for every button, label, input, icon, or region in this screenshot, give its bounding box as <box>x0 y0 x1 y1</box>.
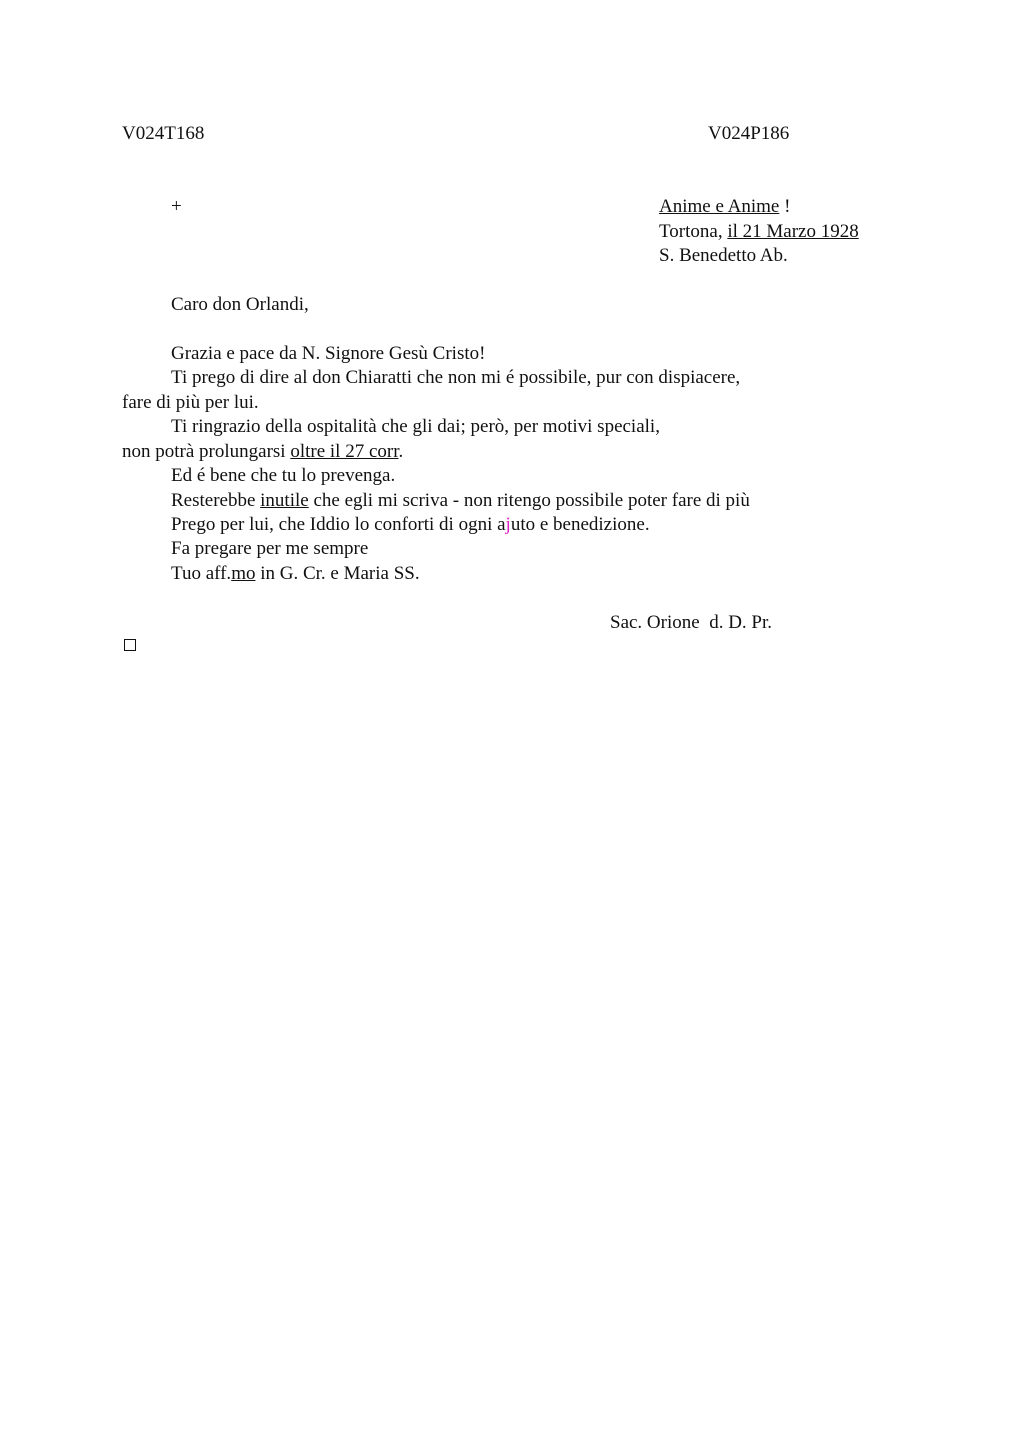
body-line-4: Ti ringrazio della ospitalità che gli dai; però, per motivi speciali, <box>171 416 660 437</box>
body-line-5 <box>122 440 403 464</box>
body-line-8-end: uto e benedizione. <box>510 514 650 535</box>
body-line-5-underlined: oltre il 27 corr <box>290 441 399 462</box>
cross-symbol: + <box>171 196 182 217</box>
body-line-8-highlight: j <box>505 514 511 535</box>
closing-underlined: mo <box>231 563 256 584</box>
place: Tortona, <box>659 221 728 242</box>
header-left-code: V024T168 <box>122 123 205 144</box>
signature: Sac. Orione d. D. Pr. <box>610 612 773 633</box>
motto-underlined: Anime e Anime <box>659 196 780 217</box>
body-line-7 <box>171 489 750 513</box>
body-line-3: fare di più per lui. <box>122 392 259 413</box>
body-line-8 <box>171 513 650 537</box>
closing-line <box>171 562 420 586</box>
feast-line: S. Benedetto Ab. <box>659 245 788 266</box>
motto-line <box>659 195 790 219</box>
salutation: Caro don Orlandi, <box>171 294 309 315</box>
motto-suffix: ! <box>779 196 791 217</box>
place-date-line <box>659 220 859 244</box>
date-underlined: il 21 Marzo 1928 <box>727 221 859 242</box>
body-line-5-end: . <box>398 441 404 462</box>
body-line-6: Ed é bene che tu lo prevenga. <box>171 465 396 486</box>
body-line-1: Grazia e pace da N. Signore Gesù Cristo! <box>171 343 486 364</box>
end-square-icon <box>124 639 136 651</box>
body-line-8-start: Prego per lui, che Iddio lo conforti di ogni a <box>171 514 506 535</box>
body-line-9: Fa pregare per me sempre <box>171 538 369 559</box>
body-line-7-end: che egli mi scriva - non ritengo possibile poter fare di più <box>308 490 750 511</box>
closing-end: in G. Cr. e Maria SS. <box>255 563 420 584</box>
body-line-7-underlined: inutile <box>260 490 309 511</box>
body-line-2: Ti prego di dire al don Chiaratti che non mi é possibile, pur con dispiacere, <box>171 367 741 388</box>
closing-start: Tuo aff. <box>171 563 232 584</box>
body-line-5-start: non potrà prolungarsi <box>122 441 291 462</box>
body-line-7-start: Resterebbe <box>171 490 261 511</box>
header-right-code: V024P186 <box>708 123 790 144</box>
